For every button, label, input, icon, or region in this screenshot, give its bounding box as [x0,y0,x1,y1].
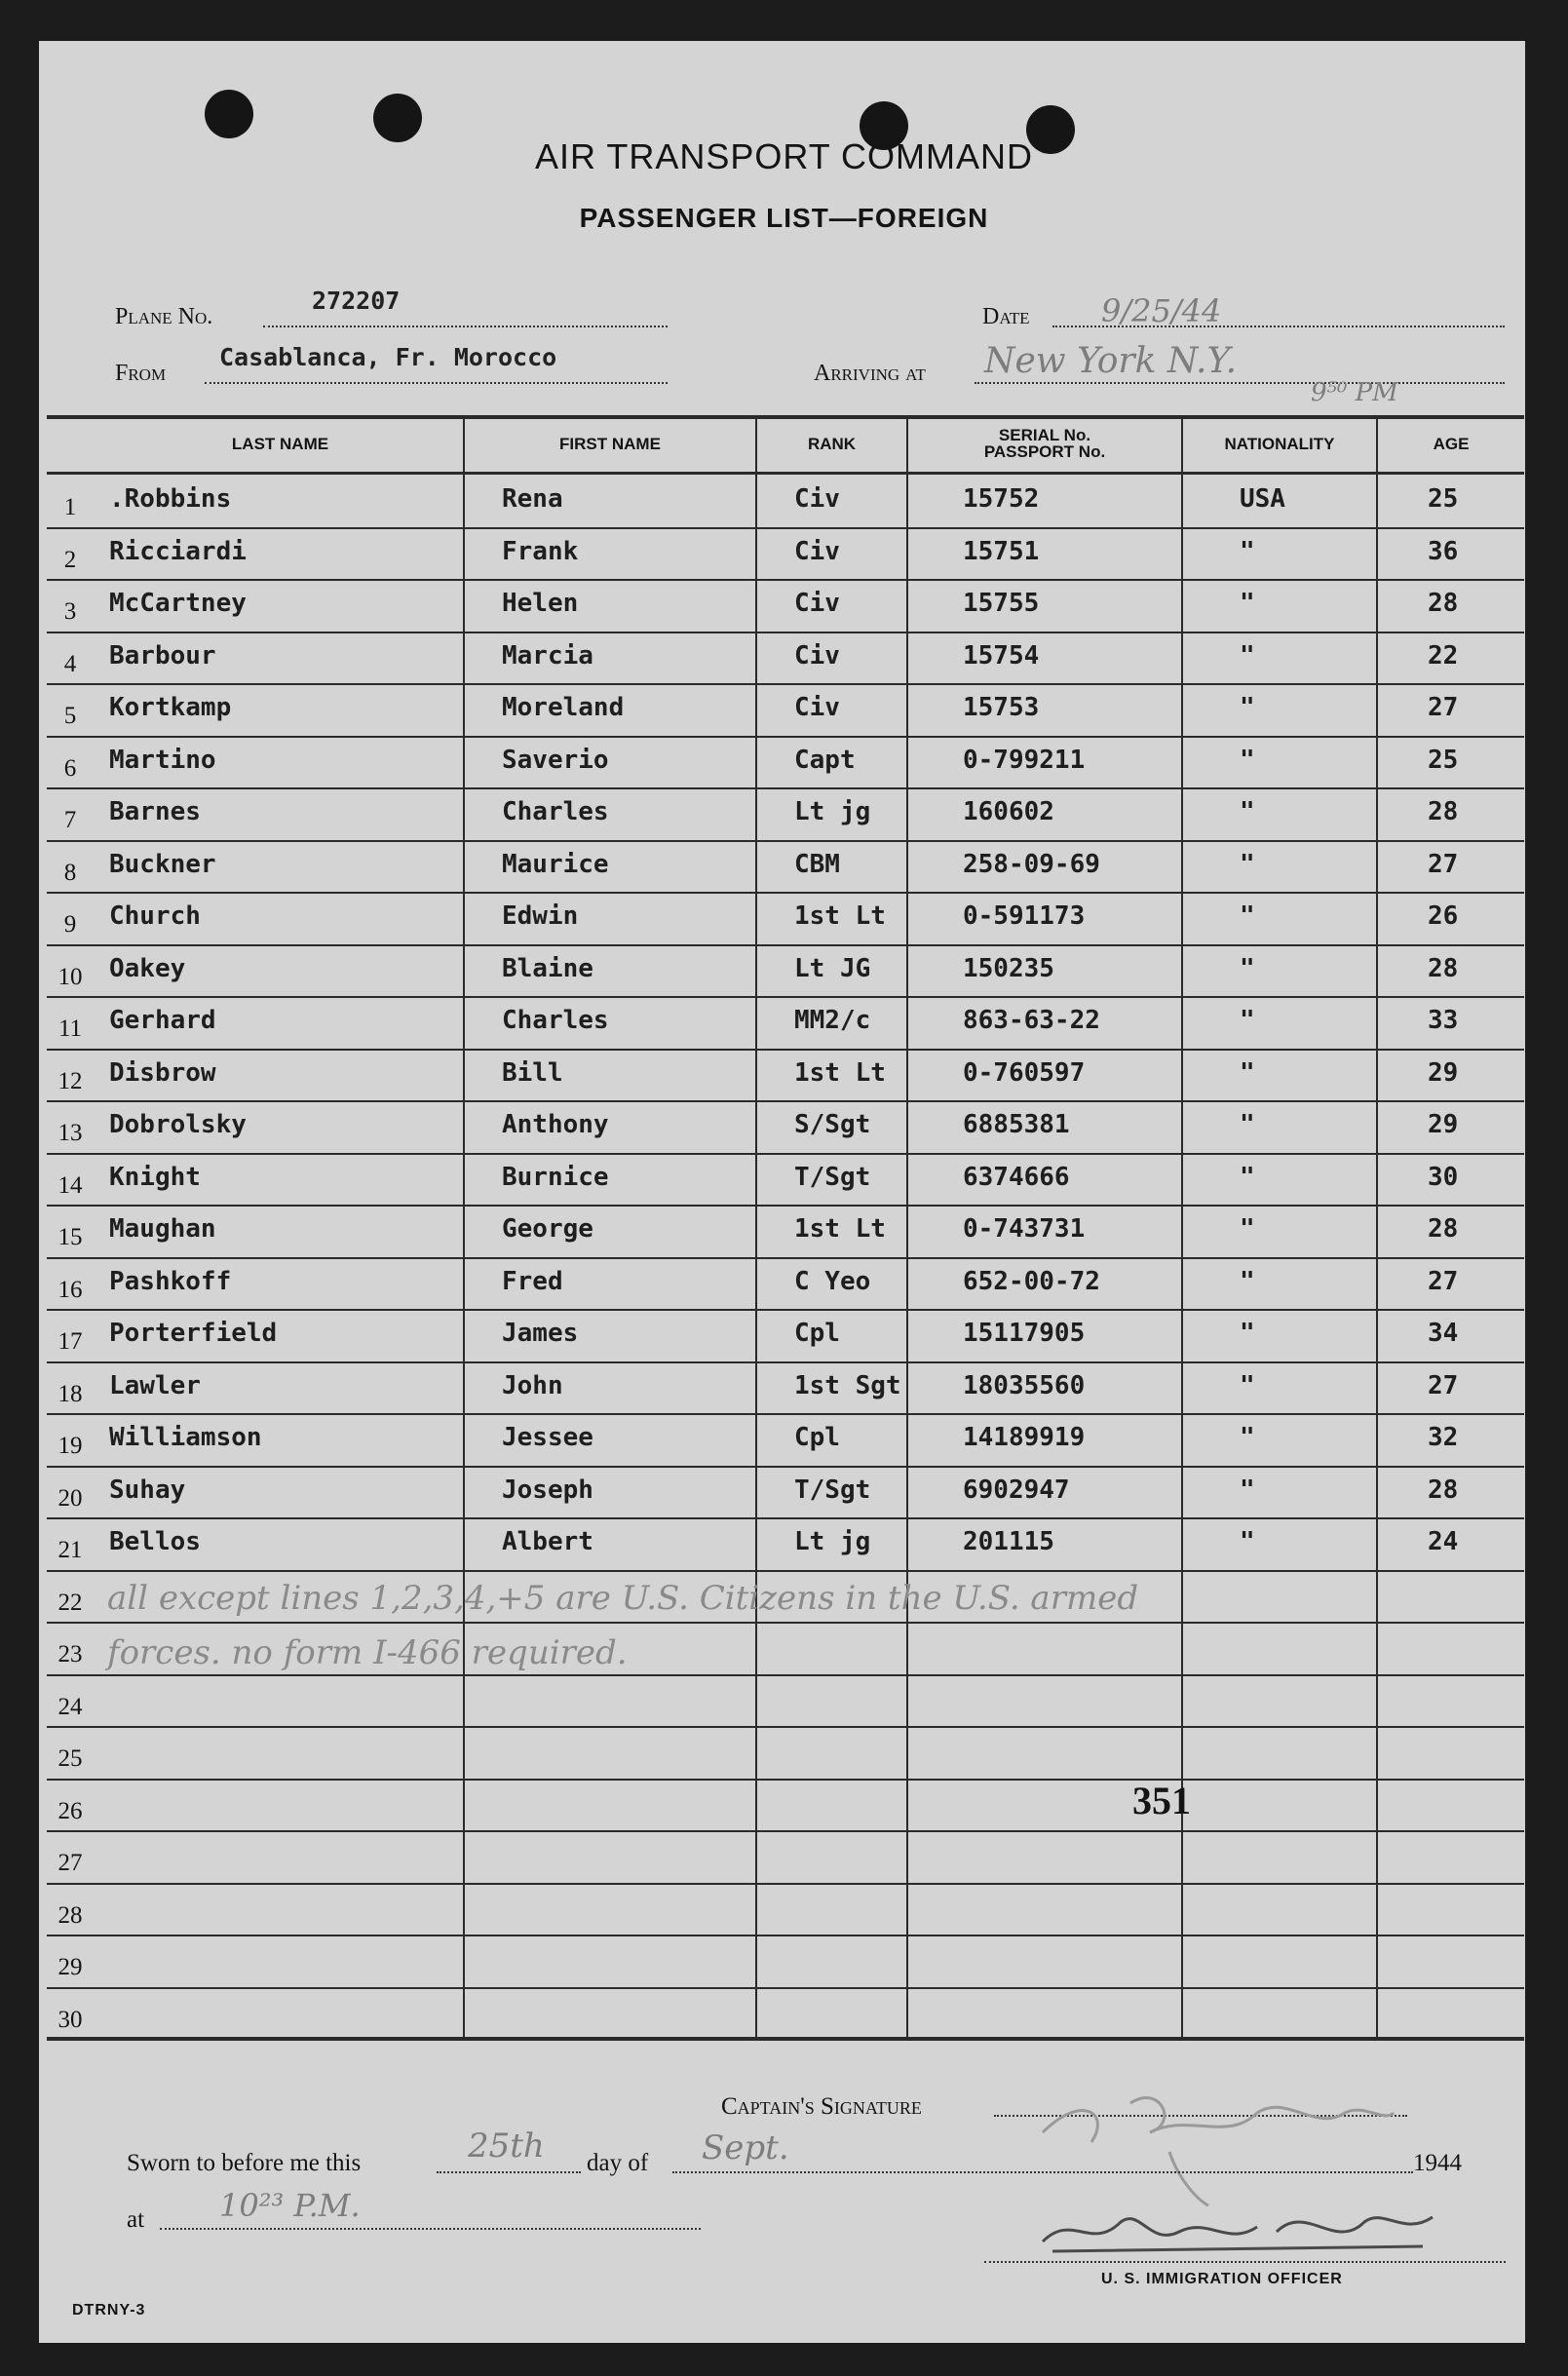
row-divider [47,840,1524,842]
row-divider [47,1100,1524,1102]
serial-cell: 0-799211 [963,746,1086,775]
age-cell: 24 [1428,1527,1459,1556]
column-divider [1376,415,1378,2039]
age-cell: 36 [1428,537,1459,566]
last-name-cell: Pashkoff [109,1267,232,1296]
month-line [672,2171,1413,2173]
nationality-cell: " [1240,1006,1255,1035]
age-cell: 26 [1428,901,1459,931]
age-cell: 28 [1428,954,1459,983]
age-cell: 29 [1428,1058,1459,1088]
row-number: 21 [57,1537,83,1563]
row-number: 4 [63,651,77,677]
serial-cell: 258-09-69 [963,850,1100,879]
last-name-cell: Kortkamp [109,693,232,722]
row-divider [47,1049,1524,1051]
from-underline [205,382,668,384]
row-divider [47,996,1524,998]
age-cell: 28 [1428,1475,1459,1505]
last-name-cell: Maughan [109,1214,216,1244]
nationality-cell: " [1240,850,1255,879]
handwritten-note-line1: all except lines 1,2,3,4,+5 are U.S. Citizens in the U.S. armed [107,1579,1139,1618]
rank-cell: MM2/c [794,1006,871,1035]
last-name-cell: .Robbins [109,484,232,514]
nationality-cell: " [1240,797,1255,826]
row-number: 14 [57,1172,83,1199]
row-number: 9 [63,911,77,938]
serial-cell: 15752 [963,484,1040,514]
col-header-nationality: NATIONALITY [1224,435,1335,453]
nationality-cell: " [1240,537,1255,566]
serial-cell: 652-00-72 [963,1267,1100,1296]
first-name-cell: Maurice [502,850,609,879]
row-number: 13 [57,1120,83,1146]
serial-cell: 15753 [963,693,1040,722]
from-label: From [115,361,167,386]
first-name-cell: Burnice [502,1163,609,1192]
stamp-number: 351 [1132,1779,1191,1822]
nationality-cell: " [1240,954,1255,983]
col-header-age: AGE [1433,435,1470,453]
last-name-cell: Lawler [109,1371,201,1400]
age-cell: 27 [1428,1371,1459,1400]
row-number: 19 [57,1433,83,1459]
serial-cell: 6902947 [963,1475,1070,1505]
rank-cell: T/Sgt [794,1163,871,1192]
age-cell: 28 [1428,589,1459,618]
rank-cell: CBM [794,850,840,879]
age-cell: 27 [1428,693,1459,722]
row-number: 28 [57,1902,83,1929]
row-divider [47,1466,1524,1468]
captain-signature [1023,2054,1413,2210]
first-name-cell: James [502,1319,579,1348]
rank-cell: Civ [794,589,840,618]
punch-hole [205,90,253,138]
first-name-cell: George [502,1214,593,1244]
row-number: 18 [57,1381,83,1407]
last-name-cell: Suhay [109,1475,186,1505]
nationality-cell: " [1240,1527,1255,1556]
age-cell: 22 [1428,641,1459,671]
plane-number-label: Plane No. [115,304,213,329]
last-name-cell: Church [109,901,201,931]
serial-cell: 6885381 [963,1110,1070,1139]
serial-cell: 6374666 [963,1163,1070,1192]
rank-cell: Lt JG [794,954,871,983]
row-divider [47,1361,1524,1363]
row-number: 22 [57,1590,83,1616]
form-sheet [39,41,1525,2343]
rank-cell: Civ [794,641,840,671]
rank-cell: 1st Lt [794,1058,886,1088]
first-name-cell: Frank [502,537,579,566]
row-number: 5 [63,703,77,729]
day-of-label: day of [587,2150,649,2176]
sworn-day-line [437,2171,581,2173]
form-title: AIR TRANSPORT COMMAND [534,136,1034,176]
date-label: Date [982,304,1030,329]
age-cell: 25 [1428,746,1459,775]
col-header-last-name: LAST NAME [231,435,329,453]
nationality-cell: " [1240,1267,1255,1296]
table-header-border [47,472,1524,475]
arriving-underline [975,382,1505,384]
age-cell: 28 [1428,1214,1459,1244]
row-number: 30 [57,2007,83,2033]
nationality-cell: " [1240,693,1255,722]
age-cell: 33 [1428,1006,1459,1035]
rank-cell: C Yeo [794,1267,871,1296]
row-divider [47,1413,1524,1415]
sworn-month: Sept. [702,2128,789,2167]
plane-number-underline [263,326,668,327]
row-divider [47,1674,1524,1676]
form-subtitle: PASSENGER LIST—FOREIGN [579,203,989,233]
row-number: 7 [63,807,77,833]
row-number: 15 [57,1224,83,1250]
nationality-cell: " [1240,1475,1255,1505]
nationality-cell: " [1240,1110,1255,1139]
serial-cell: 863-63-22 [963,1006,1100,1035]
first-name-cell: Anthony [502,1110,609,1139]
sworn-year: 1944 [1413,2150,1462,2176]
row-divider [47,1779,1524,1781]
last-name-cell: Williamson [109,1423,262,1452]
last-name-cell: Buckner [109,850,216,879]
first-name-cell: Rena [502,484,563,514]
nationality-cell: " [1240,1163,1255,1192]
row-divider [47,1935,1524,1936]
first-name-cell: Marcia [502,641,593,671]
nationality-cell: " [1240,1423,1255,1452]
row-divider [47,1205,1524,1207]
nationality-cell: " [1240,1214,1255,1244]
age-cell: 25 [1428,484,1459,514]
serial-cell: 18035560 [963,1371,1086,1400]
row-divider [47,1570,1524,1572]
at-time: 10²³ P.M. [219,2187,361,2224]
sworn-day: 25th [468,2127,545,2165]
row-number: 11 [57,1016,83,1042]
first-name-cell: Jessee [502,1423,593,1452]
first-name-cell: Charles [502,797,609,826]
age-cell: 32 [1428,1423,1459,1452]
row-number: 1 [63,494,77,520]
row-divider [47,1517,1524,1519]
row-divider [47,1883,1524,1885]
row-divider [47,527,1524,529]
nationality-cell: " [1240,746,1255,775]
serial-cell: 0-743731 [963,1214,1086,1244]
serial-cell: 15755 [963,589,1040,618]
row-number: 27 [57,1850,83,1876]
rank-cell: Cpl [794,1319,840,1348]
nationality-cell: " [1240,589,1255,618]
serial-cell: 201115 [963,1527,1054,1556]
punch-hole [373,94,422,142]
form-id: DTRNY-3 [72,2302,146,2319]
last-name-cell: Porterfield [109,1319,278,1348]
age-cell: 29 [1428,1110,1459,1139]
first-name-cell: Bill [502,1058,563,1088]
row-number: 23 [57,1641,83,1667]
rank-cell: Civ [794,693,840,722]
serial-cell: 0-591173 [963,901,1086,931]
rank-cell: Civ [794,537,840,566]
row-divider [47,944,1524,946]
rank-cell: Lt jg [794,797,871,826]
col-header-serial-line2: PASSPORT No. [983,442,1106,461]
row-number: 8 [63,860,77,886]
table-top-border [47,415,1524,419]
nationality-cell: " [1240,1319,1255,1348]
officer-label: U. S. IMMIGRATION OFFICER [1101,2271,1343,2287]
rank-cell: 1st Lt [794,1214,886,1244]
last-name-cell: Gerhard [109,1006,216,1035]
row-divider [47,1309,1524,1311]
first-name-cell: Albert [502,1527,593,1556]
row-number: 10 [57,964,83,990]
serial-cell: 15754 [963,641,1040,671]
date-value: 9/25/44 [1101,292,1222,329]
last-name-cell: Oakey [109,954,186,983]
first-name-cell: Charles [502,1006,609,1035]
captain-signature-label: Captain's Signature [721,2093,922,2120]
last-name-cell: Disbrow [109,1058,216,1088]
rank-cell: 1st Lt [794,901,886,931]
arriving-value: New York N.Y. [984,341,1238,381]
serial-cell: 160602 [963,797,1054,826]
row-number: 20 [57,1485,83,1512]
first-name-cell: Blaine [502,954,593,983]
serial-cell: 15751 [963,537,1040,566]
last-name-cell: McCartney [109,589,247,618]
last-name-cell: Barbour [109,641,216,671]
row-number: 25 [57,1745,83,1772]
first-name-cell: Joseph [502,1475,593,1505]
serial-cell: 15117905 [963,1319,1086,1348]
rank-cell: T/Sgt [794,1475,871,1505]
rank-cell: 1st Sgt [794,1371,901,1400]
col-header-first-name: FIRST NAME [559,435,661,453]
row-divider [47,1257,1524,1259]
age-cell: 30 [1428,1163,1459,1192]
row-number: 16 [57,1277,83,1303]
row-divider [47,1830,1524,1832]
row-divider [47,2039,1524,2041]
arriving-time: 9⁵⁰ PM [1311,378,1398,407]
nationality-cell: " [1240,901,1255,931]
last-name-cell: Martino [109,746,216,775]
col-header-serial [908,427,1181,460]
row-divider [47,1987,1524,1989]
age-cell: 34 [1428,1319,1459,1348]
from-value: Casablanca, Fr. Morocco [219,343,557,371]
first-name-cell: Moreland [502,693,625,722]
at-line [160,2228,701,2230]
row-number: 17 [57,1328,83,1355]
age-cell: 27 [1428,1267,1459,1296]
at-label: at [127,2206,145,2233]
row-divider [47,1622,1524,1624]
row-number: 2 [63,547,77,573]
last-name-cell: Knight [109,1163,201,1192]
rank-cell: Civ [794,484,840,514]
first-name-cell: Edwin [502,901,579,931]
sworn-label: Sworn to before me this [127,2150,362,2176]
plane-number-value: 272207 [312,287,401,315]
column-divider [463,415,465,2039]
handwritten-note-line2: forces. no form I-466 required. [107,1633,628,1672]
row-number: 6 [63,755,77,782]
age-cell: 28 [1428,797,1459,826]
rank-cell: Capt [794,746,856,775]
row-divider [47,892,1524,894]
serial-cell: 0-760597 [963,1058,1086,1088]
first-name-cell: John [502,1371,563,1400]
first-name-cell: Fred [502,1267,563,1296]
first-name-cell: Saverio [502,746,609,775]
row-number: 3 [63,598,77,625]
row-divider [47,683,1524,685]
column-divider [906,415,908,2039]
officer-line [984,2261,1506,2263]
row-divider [47,736,1524,738]
row-number: 26 [57,1798,83,1824]
rank-cell: Lt jg [794,1527,871,1556]
row-number: 12 [57,1068,83,1094]
arriving-label: Arriving at [814,361,926,386]
nationality-cell: " [1240,1058,1255,1088]
column-divider [755,415,757,2039]
col-header-rank: RANK [807,435,857,453]
row-divider [47,787,1524,789]
nationality-cell: USA [1240,484,1285,514]
first-name-cell: Helen [502,589,579,618]
last-name-cell: Bellos [109,1527,201,1556]
serial-cell: 150235 [963,954,1054,983]
col-header-serial-line1: SERIAL No. [998,426,1091,444]
row-number: 29 [57,1954,83,1980]
nationality-cell: " [1240,641,1255,671]
age-cell: 27 [1428,850,1459,879]
row-divider [47,632,1524,633]
row-divider [47,1153,1524,1155]
last-name-cell: Ricciardi [109,537,247,566]
last-name-cell: Dobrolsky [109,1110,247,1139]
row-divider [47,579,1524,581]
row-number: 24 [57,1694,83,1720]
serial-cell: 14189919 [963,1423,1086,1452]
last-name-cell: Barnes [109,797,201,826]
row-divider [47,1726,1524,1728]
officer-signature [1033,2193,1442,2271]
nationality-cell: " [1240,1371,1255,1400]
rank-cell: Cpl [794,1423,840,1452]
rank-cell: S/Sgt [794,1110,871,1139]
